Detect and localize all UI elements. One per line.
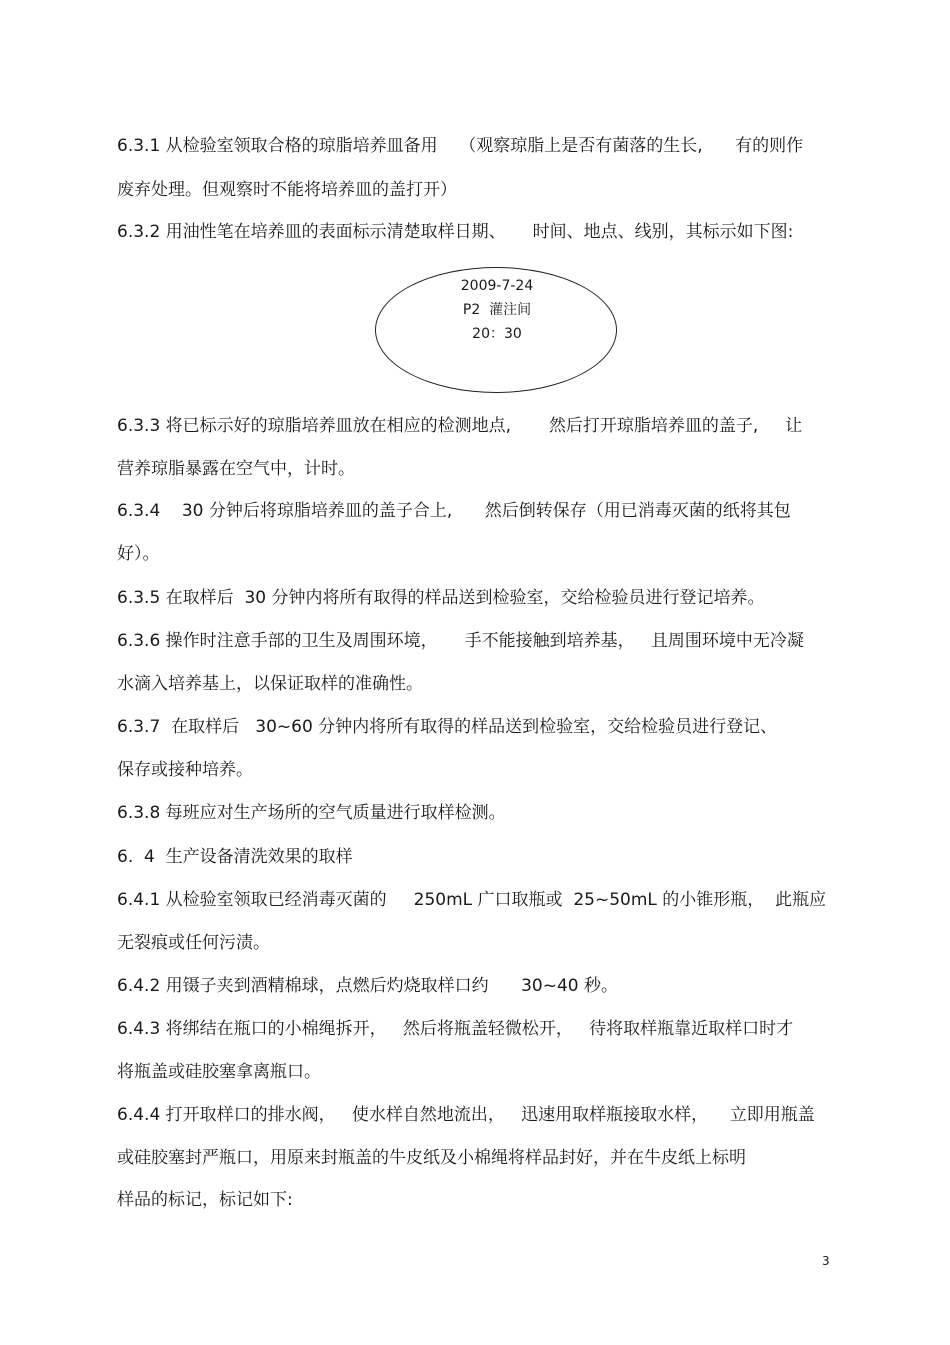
paragraph-6-3-4-line-1: 6.3.4 30 分钟后将琼脂培养皿的盖子合上, 然后倒转保存（用已消毒灭菌的纸将其包 [117,501,791,521]
paragraph-6-4-1-line-1: 6.4.1 从检验室领取已经消毒灭菌的 250mL 广口取瓶或 25~50mL 的小锥形瓶， 此瓶应 [117,890,827,910]
paragraph-6-3-5-line-1: 6.3.5 在取样后 30 分钟内将所有取得的样品送到检验室，交给检验员进行登记培养。 [117,588,765,608]
paragraph-6-4-2-line-1: 6.4.2 用镊子夹到酒精棉球，点燃后灼烧取样口约 30~40 秒。 [117,976,618,996]
dish-label-location: P2 灌注间 [462,302,532,318]
dish-label-time: 20：30 [472,326,522,342]
paragraph-6-3-6-line-2: 水滴入培养基上，以保证取样的准确性。 [117,674,423,694]
paragraph-6-4-4-line-1: 6.4.4 打开取样口的排水阀， 使水样自然地流出， 迅速用取样瓶接取水样， 立即用瓶盖 [117,1105,815,1125]
paragraph-6-4-3-line-1: 6.4.3 将绑结在瓶口的小棉绳拆开， 然后将瓶盖轻微松开， 待将取样瓶靠近取样口时才 [117,1019,794,1039]
paragraph-6-3-1-line-1: 6.3.1 从检验室领取合格的琼脂培养皿备用 （观察琼脂上是否有菌落的生长, 有的则作 [117,136,804,156]
petri-dish-label-diagram [375,267,617,393]
section-heading-6-4: 6. 4 生产设备清洗效果的取样 [117,847,353,867]
paragraph-6-3-1-line-2: 废弃处理。但观察时不能将培养皿的盖打开） [117,180,457,200]
paragraph-6-3-2-line-1: 6.3.2 用油性笔在培养皿的表面标示清楚取样日期、 时间、地点、线别，其标示如下图: [117,222,794,242]
paragraph-6-3-3-line-2: 营养琼脂暴露在空气中，计时。 [117,459,355,479]
paragraph-6-3-8-line-1: 6.3.8 每班应对生产场所的空气质量进行取样检测。 [117,803,506,823]
paragraph-6-3-3-line-1: 6.3.3 将已标示好的琼脂培养皿放在相应的检测地点, 然后打开琼脂培养皿的盖子, 让 [117,416,803,436]
paragraph-6-3-7-line-1: 6.3.7 在取样后 30~60 分钟内将所有取得的样品送到检验室，交给检验员进行登记、 [117,717,778,737]
page-number: 3 [822,1254,830,1268]
dish-label-date: 2009-7-24 [460,278,534,294]
paragraph-6-3-6-line-1: 6.3.6 操作时注意手部的卫生及周围环境， 手不能接触到培养基， 且周围环境中无冷凝 [117,631,804,651]
paragraph-6-3-7-line-2: 保存或接种培养。 [117,760,253,780]
paragraph-6-4-3-line-2: 将瓶盖或硅胶塞拿离瓶口。 [117,1062,321,1082]
paragraph-6-4-4-line-2: 或硅胶塞封严瓶口，用原来封瓶盖的牛皮纸及小棉绳将样品封好，并在牛皮纸上标明 [117,1148,746,1168]
paragraph-6-4-1-line-2: 无裂痕或任何污渍。 [117,933,270,953]
paragraph-6-3-4-line-2: 好）。 [117,544,160,564]
paragraph-6-4-4-line-3: 样品的标记，标记如下: [117,1190,293,1210]
